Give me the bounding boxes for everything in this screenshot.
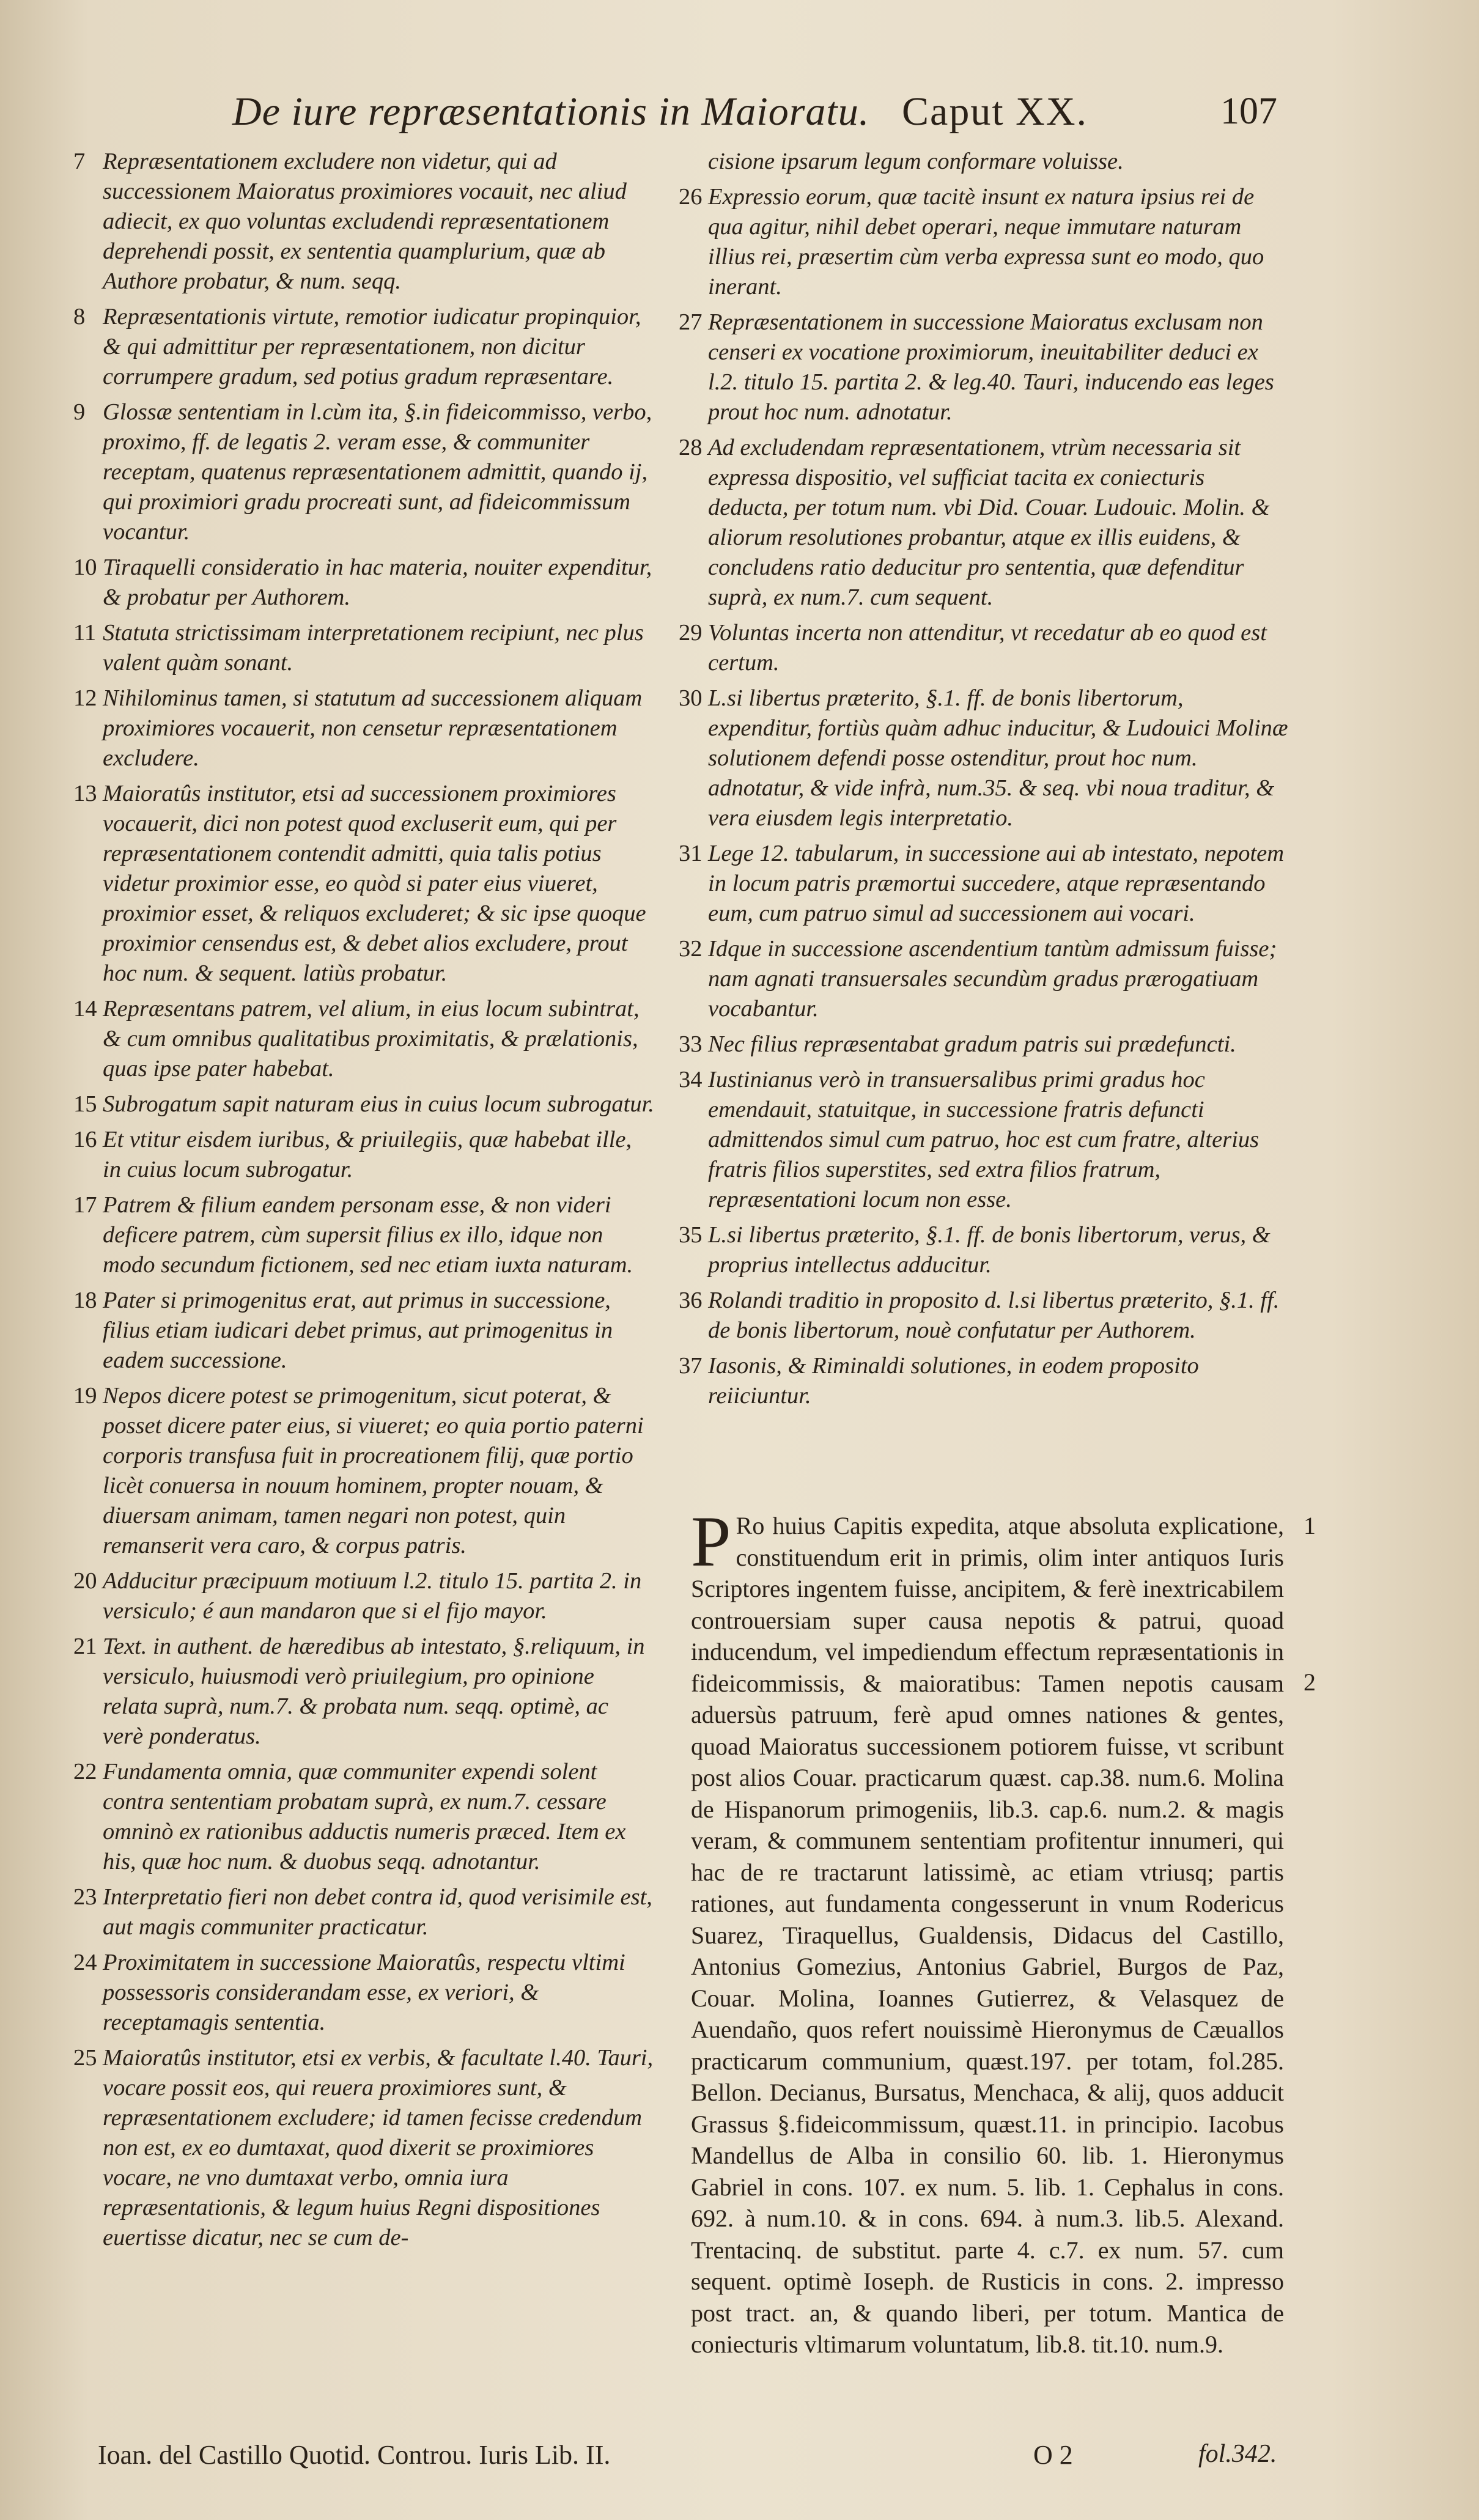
summary-item-number: 7 <box>73 149 86 174</box>
page-number: 107 <box>1220 90 1277 132</box>
running-header <box>232 89 1277 144</box>
folio-reference: fol.342. <box>1198 2440 1277 2468</box>
summary-item-number: 23 <box>73 1884 97 1910</box>
summary-item <box>73 1089 654 1119</box>
summary-item <box>679 1220 1290 1280</box>
summary-item <box>73 618 654 678</box>
summary-item <box>679 182 1290 302</box>
summary-item-text: Idque in successione ascendentium tantùm admissum fuisse; nam agnati transuersales secundùm gradus prærogatiuam vocabantur. <box>708 936 1277 1022</box>
summary-item-number: 34 <box>679 1067 703 1092</box>
summary-item-text: Repræsentationem in successione Maioratus exclusam non censeri ex vocatione proximiorum, ineuitabiliter deduci ex l.2. titulo 15. partita 2. & leg.40. Tauri, inducendo eas leges prout hoc num. adnotatur. <box>708 309 1274 425</box>
summary-item <box>679 1286 1290 1346</box>
summary-item-text: Voluntas incerta non attenditur, vt recedatur ab eo quod est certum. <box>708 620 1267 676</box>
summary-item-number: 17 <box>73 1192 97 1218</box>
summary-item <box>679 1030 1290 1059</box>
summary-item-number: 18 <box>73 1288 97 1313</box>
summary-item-number: 13 <box>73 781 97 806</box>
summary-item-number: 33 <box>679 1031 703 1057</box>
summary-item <box>73 683 654 773</box>
summary-item <box>73 397 654 547</box>
summary-item-text: Subrogatum sapit naturam eius in cuius locum subrogatur. <box>103 1091 654 1117</box>
summary-item <box>73 1566 654 1626</box>
margin-note-1: 1 <box>1304 1512 1316 1539</box>
main-paragraph <box>691 1501 1284 2360</box>
summary-item <box>73 1190 654 1280</box>
summary-item-text: Tiraquelli consideratio in hac materia, nouiter expenditur, & probatur per Authorem. <box>103 554 652 610</box>
summary-item-text: Patrem & filium eandem personam esse, & non videri deficere patrem, cùm supersit filius ex illo, idque non modo secundum fictionem, sed nec etiam iuxta naturam. <box>103 1192 633 1278</box>
summary-item-number: 31 <box>679 841 703 866</box>
main-text <box>691 1501 1284 2360</box>
summary-item <box>73 1125 654 1185</box>
summary-continuation: cisione ipsarum legum conformare voluisse. <box>708 149 1124 174</box>
summary-item <box>73 1948 654 2038</box>
summary-item-text: Iasonis, & Riminaldi solutiones, in eodem proposito reiiciuntur. <box>708 1353 1199 1409</box>
summary-item <box>73 1381 654 1561</box>
summary-item <box>679 683 1290 833</box>
summary-item-text: Nihilominus tamen, si statutum ad successionem aliquam proximiores vocauerit, non censetur repræsentationem excludere. <box>103 685 643 771</box>
summary-item-number: 26 <box>679 184 703 210</box>
summary-item-text: Et vtitur eisdem iuribus, & priuilegiis, quæ habebat ille, in cuius locum subrogatur. <box>103 1127 632 1182</box>
summary-item <box>679 618 1290 678</box>
summary-item <box>679 839 1290 929</box>
summary-item-number: 29 <box>679 620 703 646</box>
summary-item-number: 9 <box>73 399 86 425</box>
summary-item <box>73 1632 654 1752</box>
summary-item-text: Nec filius repræsentabat gradum patris sui prædefuncti. <box>708 1031 1236 1057</box>
summary-item <box>73 147 654 297</box>
summary-item-number: 37 <box>679 1353 703 1379</box>
summary-item <box>73 994 654 1084</box>
summary-item-number: 30 <box>679 685 703 711</box>
summary-item-text: L.si libertus præterito, §.1. ff. de bonis libertorum, verus, & proprius intellectus adducitur. <box>708 1222 1271 1278</box>
summary-item-number: 11 <box>73 620 97 646</box>
summary-item <box>679 1065 1290 1215</box>
summary-item-text: Interpretatio fieri non debet contra id, quod verisimile est, aut magis communiter practicatur. <box>103 1884 652 1940</box>
summary-item-text: Repræsentationis virtute, remotior iudicatur propinquior, & qui admittitur per repræsentationem, non dicitur corrumpere gradum, sed potius gradum repræsentare. <box>103 304 641 389</box>
summary-item-text: Repræsentans patrem, vel alium, in eius locum subintrat, & cum omnibus qualitatibus proximitatis, & prælationis, quas ipse pater habebat. <box>103 996 640 1081</box>
summary-item-number: 15 <box>73 1091 97 1117</box>
summary-item-number: 19 <box>73 1383 97 1409</box>
summary-item <box>73 2043 654 2253</box>
summary-item-number: 16 <box>73 1127 97 1152</box>
summary-item <box>73 1286 654 1376</box>
summary-item-text: Rolandi traditio in proposito d. l.si libertus præterito, §.1. ff. de bonis libertorum, nouè confutatur per Authorem. <box>708 1288 1280 1343</box>
summary-item-text: Adducitur præcipuum motiuum l.2. titulo 15. partita 2. in versiculo; é aun mandaron que si el fijo mayor. <box>103 1568 642 1624</box>
summary-item-text: L.si libertus præterito, §.1. ff. de bonis libertorum, expenditur, fortiùs quàm adhuc inducitur, & Ludouici Molinæ solutionem defendi posse ostenditur, prout hoc num. adnotatur, & vide infrà, num.35. & seq. vbi noua traditur, & vera eiusdem legis interpretatio. <box>708 685 1288 831</box>
summary-item-number: 28 <box>679 435 703 460</box>
summary-item-text: Repræsentationem excludere non videtur, qui ad successionem Maioratus proximiores vocauit, nec aliud adiecit, ex quo voluntas excludendi repræsentationem deprehendi possit, ex sententia quamplurium, quæ ab Authore probatur, & num. seqq. <box>103 149 627 294</box>
summary-item <box>679 1351 1290 1411</box>
summary-item <box>679 934 1290 1024</box>
drop-capital: P <box>691 1501 731 1582</box>
summary-item-number: 36 <box>679 1288 703 1313</box>
summary-item-text: Text. in authent. de hæredibus ab intestato, §.reliquum, in versiculo, huiusmodi verò priuilegium, pro opinione relata suprà, num.7. & probata num. seqq. optimè, ac verè ponderatus. <box>103 1634 645 1749</box>
summary-item-number: 35 <box>679 1222 703 1248</box>
summary-item-text: Pater si primogenitus erat, aut primus in successione, filius etiam iudicari debet primus, aut primogenitus in eadem successione. <box>103 1288 613 1373</box>
main-paragraph-text: Ro huius Capitis expedita, atque absoluta explicatione, constituendum erit in primis, olim inter antiquos Iuris Scriptores ingentem fuisse, ancipitem, & ferè inextricabilem controuersiam super causa nepotis & patrui, quoad inducendum, vel impediendum effectum repræsentationis in fideicommissis, & maioratibus: Tamen nepotis causam aduersùs patruum, ferè apud omnes nationes & gentes, quoad Maioratus successionem potiorem fuisse, vt scribunt post alios Couar. practicarum quæst. cap.38. num.6. Molina de Hispanorum primogeniis, lib.3. cap.6. num.2. & magis veram, & communem sententiam profitentur innumeri, qui hac de re tractarunt latissimè, ac etiam vtriusq; partis rationes, aut fundamenta congesserunt in vnum Rodericus Suarez, Tiraquellus, Gualdensis, Didacus del Castillo, Antonius Gomezius, Antonius Gabriel, Burgos de Paz, Couar. Molina, Ioannes Gutierrez, & Velasquez de Auendaño, quos refert nouissimè Hieronymus de Cæuallos practicarum communium, quæst.197. per totam, fol.285. Bellon. Decianus, Bursatus, Menchaca, & alij, quos adducit Grassus §.fideicommissum, quæst.11. in principio. Iacobus Mandellus de Alba in consilio 60. lib. 1. Hieronymus Gabriel in cons. 107. ex num. 5. lib. 1. Cephalus in cons. 692. à num.10. & in cons. 694. à num.3. lib.5. Alexand. Trentacinq. de substitut. parte 4. c.7. ex num. 57. cum sequent. optimè Ioseph. de Rusticis in cons. 2. impresso post tract. an, & quando liberi, per totum. Mantica de coniecturis vltimarum voluntatum, lib.8. tit.10. num.9. <box>691 1512 1284 2358</box>
summary-item-number: 32 <box>679 936 703 962</box>
summary-item-number: 21 <box>73 1634 97 1659</box>
chapter-label: Caput XX. <box>902 89 1088 134</box>
summary-item <box>73 1882 654 1942</box>
summary-item-text: Nepos dicere potest se primogenitum, sicut poterat, & posset dicere pater eius, si viueret; eo quia portio paterni corporis transfusa fuit in procreationem filij, quæ portio licèt conuersa in nouum hominem, propter nouam, & diuersam animam, tamen negari non potest, quin remanserit vera caro, & corpus patris. <box>103 1383 644 1558</box>
summary-item-number: 27 <box>679 309 703 335</box>
summary-item-number: 20 <box>73 1568 97 1594</box>
summary-item-number: 10 <box>73 554 97 580</box>
summary-item-text: Ad excludendam repræsentationem, vtrùm necessaria sit expressa dispositio, vel sufficiat tacita ex coniecturis deducta, per totum num. vbi Did. Couar. Ludouic. Molin. & aliorum resolutiones probantur, atque ex illis euidens, & concludens ratio deducitur pro sententia, quæ defenditur suprà, ex num.7. cum sequent. <box>708 435 1270 610</box>
summary-item-text: Statuta strictissimam interpretationem recipiunt, nec plus valent quàm sonant. <box>103 620 644 676</box>
page-title: De iure repræsentationis in Maioratu. <box>232 89 870 134</box>
summary-item-text: Iustinianus verò in transuersalibus primi gradus hoc emendauit, statuitque, in successione fratris defuncti admittendos simul cum patruo, hoc est cum fratre, alterius fratris filios superstites, sed extra filios fratrum, repræsentationi locum non esse. <box>708 1067 1260 1212</box>
summary-item <box>73 779 654 989</box>
summary-item-text: Expressio eorum, quæ tacitè insunt ex natura ipsius rei de qua agitur, nihil debet operari, neque immutare naturam illius rei, præsertim cùm verba expressa sunt eo modo, quo inerant. <box>708 184 1264 300</box>
summary-item-text: Maioratûs institutor, etsi ex verbis, & facultate l.40. Tauri, vocare possit eos, qui reuera proximiores sunt, & repræsentationem excludere; id tamen fecisse credendum non est, ex eo dumtaxat, quod dixerit se proximiores vocare, ne vno dumtaxat verbo, omnia iura repræsentationis, & legum huius Regni dispositiones euertisse dicatur, nec se cum de- <box>103 2045 654 2250</box>
summary-column-left <box>73 147 654 2258</box>
summary-item-number: 8 <box>73 304 86 330</box>
summary-item-text: Proximitatem in successione Maioratûs, respectu vltimi possessoris considerandam esse, ex veriori, & receptamagis sententia. <box>103 1950 625 2035</box>
summary-item-text: Maioratûs institutor, etsi ad successionem proximiores vocauerit, dici non potest quod excluserit eum, qui per repræsentationem contendit admitti, quia talis potius videtur proximior esse, eo quòd si pater eius viueret, proximior esset, & reliquos excluderet; & sic ipse quoque proximior censendus est, & debet alios excludere, prout hoc num. & sequent. latiùs probatur. <box>103 781 646 986</box>
summary-item-number: 25 <box>73 2045 97 2071</box>
summary-item <box>73 1757 654 1877</box>
margin-note-2: 2 <box>1304 1668 1316 1696</box>
summary-item-number: 22 <box>73 1759 97 1785</box>
summary-item <box>73 302 654 392</box>
summary-item-text: Glossæ sententiam in l.cùm ita, §.in fideicommisso, verbo, proximo, ff. de legatis 2. veram esse, & communiter receptam, quatenus repræsentationem admittit, quando ij, qui proximiori gradu procreati sunt, ad fideicommissum vocantur. <box>103 399 652 545</box>
running-footer: Ioan. del Castillo Quotid. Controu. Iuris Lib. II. <box>98 2440 611 2470</box>
summary-item-number: 12 <box>73 685 97 711</box>
summary-item <box>679 433 1290 613</box>
summary-item <box>73 553 654 613</box>
summary-item-number: 24 <box>73 1950 97 1975</box>
summary-column-right <box>679 147 1290 1417</box>
summary-item <box>679 308 1290 427</box>
summary-item-text: Lege 12. tabularum, in successione aui ab intestato, nepotem in locum patris præmortui succedere, atque repræsentando eum, cum patruo simul ad successionem aui vocari. <box>708 841 1285 926</box>
summary-item-number: 14 <box>73 996 97 1022</box>
summary-item-text: Fundamenta omnia, quæ communiter expendi solent contra sententiam probatam suprà, ex num.7. cessare omninò ex rationibus adductis numeris præced. Item ex his, quæ hoc num. & duobus seqq. adnotantur. <box>103 1759 626 1874</box>
signature-mark: O 2 <box>1033 2440 1073 2470</box>
